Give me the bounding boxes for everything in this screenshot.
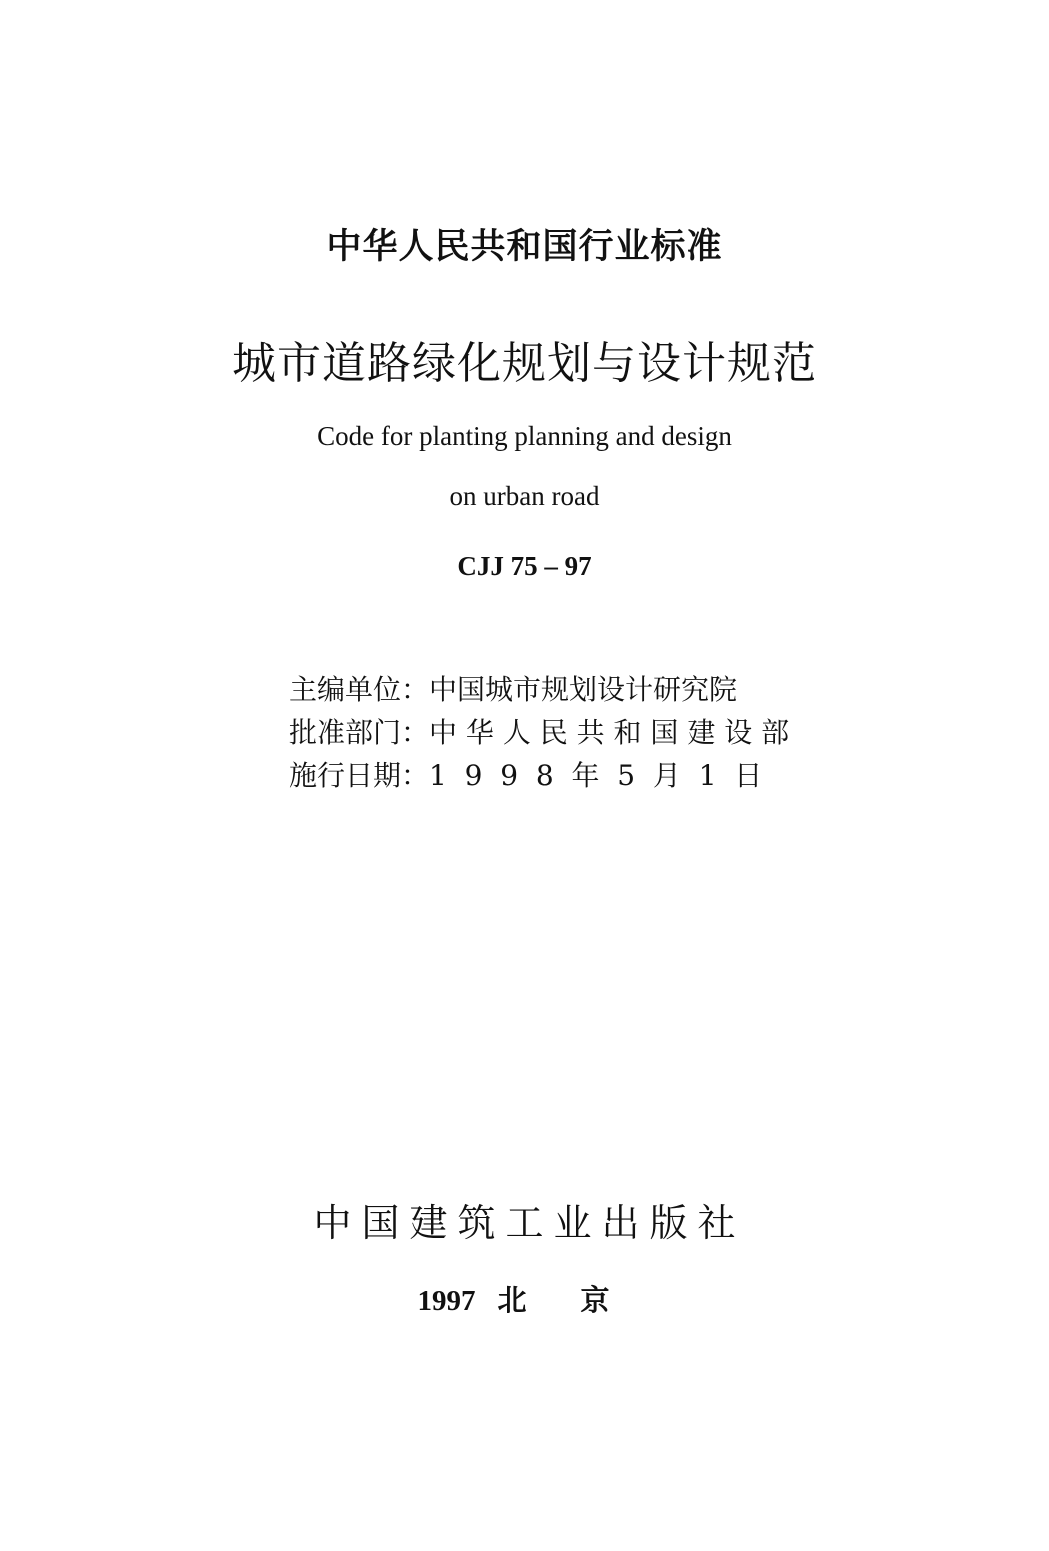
publication-city: 北 京 — [497, 1283, 632, 1317]
effective-date-value: 1 9 9 8 年 5 月 1 日 — [429, 759, 763, 792]
publication-info — [289, 668, 849, 797]
standard-category: 中华人民共和国行业标准 — [326, 227, 723, 267]
publication-year-city — [0, 1280, 1049, 1321]
effective-date-label: 施行日期： — [289, 759, 430, 792]
document-title-en-line-1: Code for planting planning and design — [317, 421, 732, 451]
approver-value: 中 华 人 民 共 和 国 建 设 部 — [429, 716, 790, 749]
editor-value: 中国城市规划设计研究院 — [429, 673, 738, 706]
document-title-cn: 城市道路绿化规划与设计规范 — [232, 338, 817, 389]
editor-label: 主编单位： — [289, 673, 430, 706]
document-title-en-line-2: on urban road — [449, 481, 600, 511]
effective-date-row — [289, 754, 849, 797]
publisher-name: 中国建筑工业出版社 — [313, 1201, 746, 1245]
approver-label: 批准部门： — [289, 716, 430, 749]
editor-row — [289, 668, 849, 711]
publication-year: 1997 — [417, 1285, 476, 1317]
standard-code: CJJ 75 – 97 — [457, 551, 592, 581]
approver-row — [289, 711, 849, 754]
